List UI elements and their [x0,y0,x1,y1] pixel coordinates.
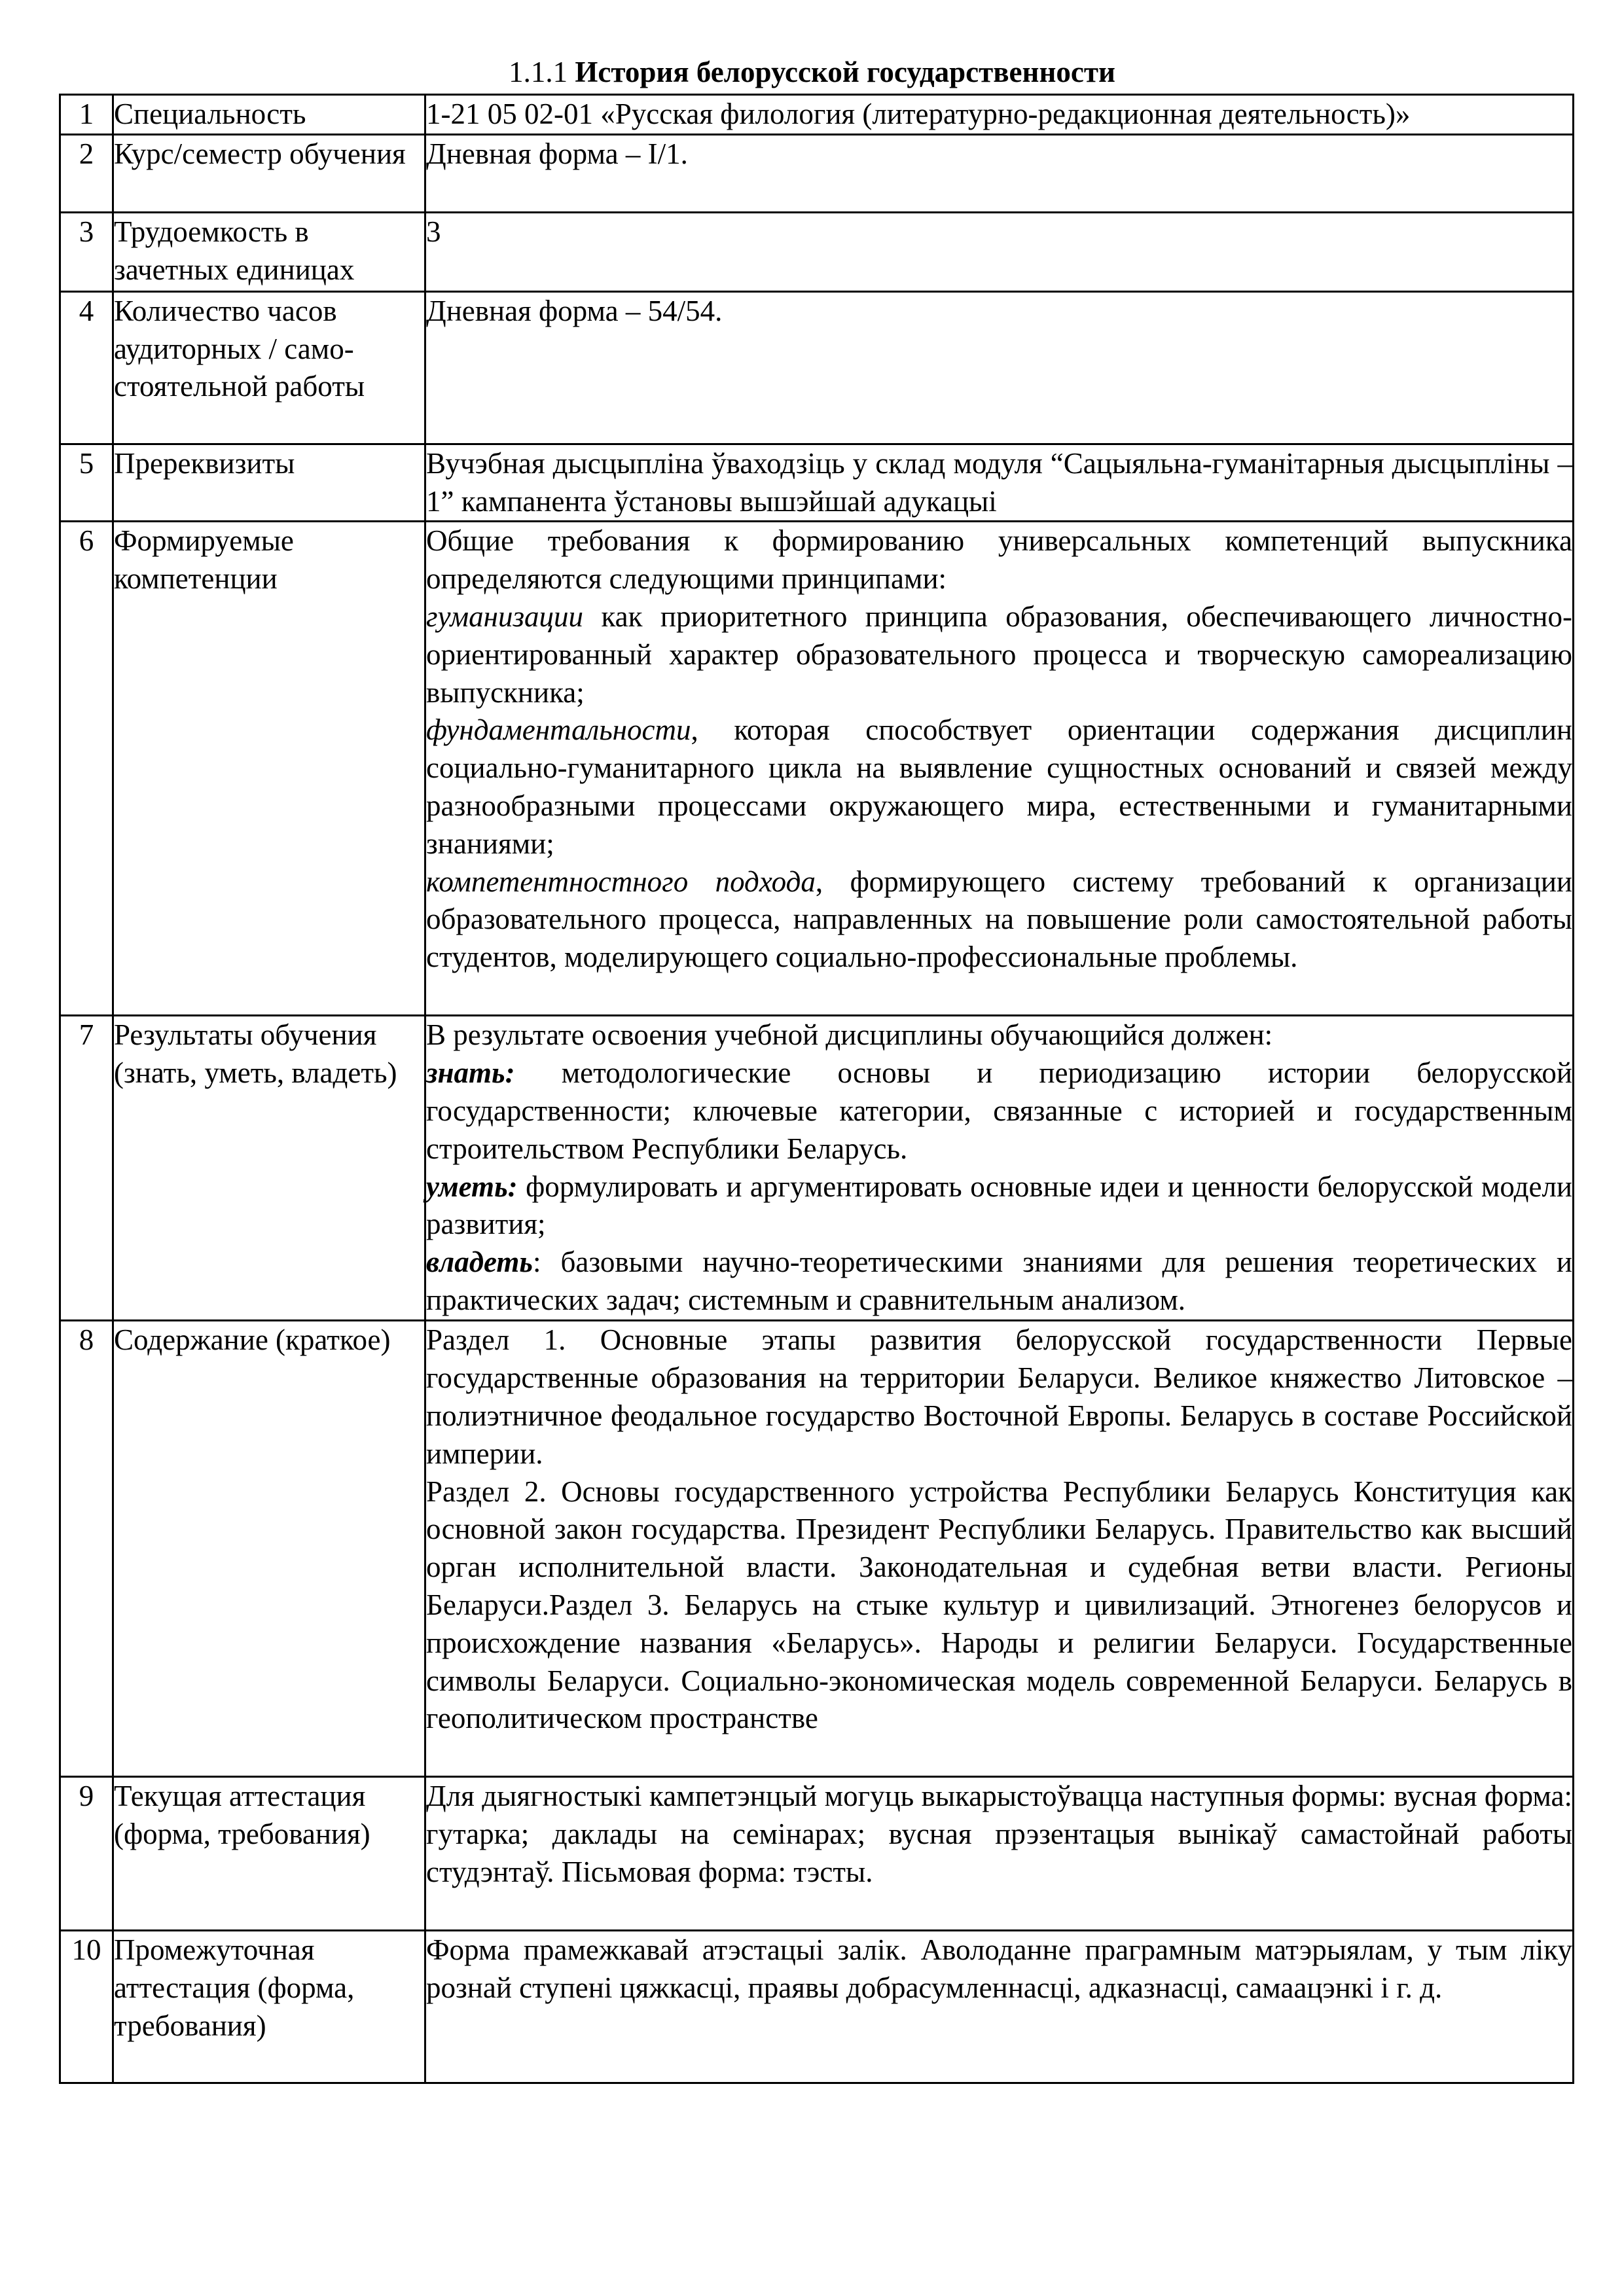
row-value: 3 [425,212,1574,291]
document-title [0,54,1624,90]
outcome-master [426,1244,1572,1319]
table-row-current-assessment [60,1777,1574,1931]
row-number: 6 [60,522,113,1016]
principle-term: компетентностного подхода [426,865,816,898]
row-number: 3 [60,212,113,291]
outcome-term: знать: [426,1056,515,1090]
row-value: Дневная форма – 54/54. [425,291,1574,444]
outcome-term: владеть [426,1246,533,1279]
row-label: Результаты обучения (знать, уметь, владеть) [113,1016,425,1321]
row-value [425,1321,1574,1777]
row-label: Формируемые компетенции [113,522,425,1016]
row-number: 8 [60,1321,113,1777]
row-label: Курс/семестр обучения [113,134,425,212]
row-value: Для дыягностыкі кампетэнцый могуць выкарыстоўвацца наступныя формы: вусная форма: гутарка; даклады на семінарах; вусная прэзентацыя вынікаў самастойнай работы студэнтаў. Пісьмовая форма: тэсты. [425,1777,1574,1931]
table-row-prerequisites [60,444,1574,522]
principle-competence-approach [426,863,1572,977]
row-number: 2 [60,134,113,212]
table-row-learning-outcomes [60,1016,1574,1321]
outcome-text: методологические основы и периодизацию истории белорусской государственности; ключевые категории, связанные с историей и государственным строительством Республики Беларусь. [426,1056,1572,1165]
outcomes-intro: В результате освоения учебной дисциплины обучающийся должен: [426,1018,1273,1052]
table-row-intermediate-assessment [60,1931,1574,2083]
outcome-text: формулировать и аргументировать основные идеи и ценности белорусской модели развития; [426,1170,1572,1241]
row-number: 9 [60,1777,113,1931]
content-section-1: Раздел 1. Основные этапы развития белорусской государственности Первые государственные образования на территории Беларуси. Великое княжество Литовское – полиэтничное феодальное государство Восточной Европы. Беларусь в составе Российской империи. [426,1323,1572,1470]
table-row-hours [60,291,1574,444]
row-label: Трудоемкость в зачетных единицах [113,212,425,291]
row-number: 4 [60,291,113,444]
principle-text: , которая способствует ориентации содержания дисциплин социально-гуманитарного цикла на выявление сущностных оснований и связей между разнообразными процессами окружающего мира, естественными и гуманитарными знаниями; [426,713,1572,860]
row-label: Пререквизиты [113,444,425,522]
row-value: 1-21 05 02-01 «Русская филология (литературно-редакционная деятельность)» [425,95,1574,135]
principle-text: как приоритетного принципа образования, обеспечивающего личностно-ориентированный характер образовательного процесса и творческую самореализацию выпускника; [426,600,1572,709]
principle-fundamentality [426,711,1572,863]
row-number: 5 [60,444,113,522]
discipline-table [59,94,1574,2084]
outcome-know [426,1054,1572,1168]
row-value: Дневная форма – I/1. [425,134,1574,212]
row-label: Количество часов аудиторных / само-стоятельной работы [113,291,425,444]
row-label: Содержание (краткое) [113,1321,425,1777]
row-value: Вучэбная дысцыпліна ўваходзіць у склад модуля “Сацыяльна-гуманітарныя дысцыпліны – 1” кампанента ўстановы вышэйшай адукацыі [425,444,1574,522]
outcome-can [426,1168,1572,1244]
table-row-specialty [60,95,1574,135]
outcome-term: уметь: [426,1170,518,1203]
row-label: Промежуточная аттестация (форма, требования) [113,1931,425,2083]
row-number: 1 [60,95,113,135]
principle-humanization [426,598,1572,711]
row-label: Текущая аттестация (форма, требования) [113,1777,425,1931]
principle-term: гуманизации [426,600,584,633]
row-number: 10 [60,1931,113,2083]
row-value: Форма прамежкавай атэстацыі залік. Аволоданне праграмным матэрыялам, у тым ліку рознай ступені цяжкасці, праявы добрасумленнасці, адказнасці, самаацэнкі і г. д. [425,1931,1574,2083]
principle-term: фундаментальности [426,713,691,747]
table-row-content [60,1321,1574,1777]
title-text: История белорусской государственности [575,56,1115,88]
outcome-text: : базовыми научно-теоретическими знаниями для решения теоретических и практических задач; системным и сравнительным анализом. [426,1246,1572,1316]
table-row-course [60,134,1574,212]
title-number: 1.1.1 [509,56,568,88]
row-label: Специальность [113,95,425,135]
competencies-intro: Общие требования к формированию универсальных компетенций выпускника определяются следующими принципами: [426,524,1572,596]
table-row-competencies [60,522,1574,1016]
principle-text: , формирующего систему требований к организации образовательного процесса, направленных на повышение роли самостоятельной работы студентов, моделирующего социально-профессиональные проблемы. [426,865,1573,974]
row-number: 7 [60,1016,113,1321]
row-value [425,1016,1574,1321]
table-row-credits [60,212,1574,291]
row-value [425,522,1574,1016]
content-section-2-3: Раздел 2. Основы государственного устройства Республики Беларусь Конституция как основной закон государства. Президент Республики Беларусь. Правительство как высший орган исполнительной власти. Законодательная и судебная ветви власти. Регионы Беларуси.Раздел 3. Беларусь на стыке культур и цивилизаций. Этногенез белорусов и происхождение названия «Беларусь». Народы и религии Беларуси. Государственные символы Беларуси. Социально-экономическая модель современной Беларуси. Беларусь в геополитическом пространстве [426,1475,1572,1735]
